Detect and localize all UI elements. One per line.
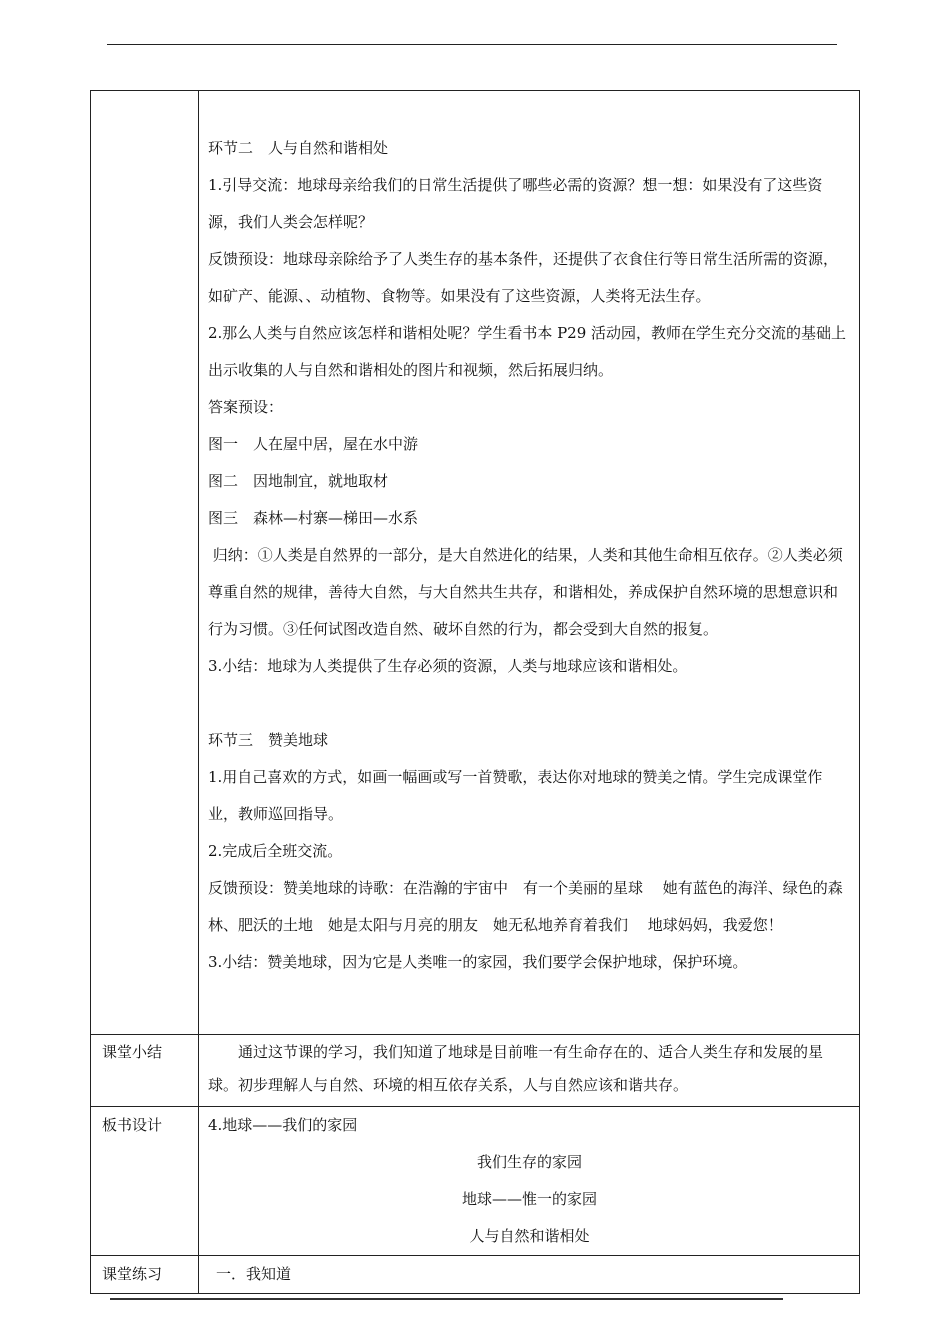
- board-design-label: 板书设计: [91, 1107, 199, 1256]
- section3-paragraph-2: 2.完成后全班交流。: [208, 842, 343, 860]
- answer-label: 答案预设：: [208, 398, 284, 416]
- class-summary-label: 课堂小结: [91, 1035, 199, 1107]
- board-design-row: [91, 1107, 860, 1256]
- class-practice-content: [199, 1256, 860, 1294]
- induction-paragraph: 归纳：①人类是自然界的一部分，是大自然进化的结果，人类和其他生命相互依存。②人类必须尊重自然的规律，善待大自然，与大自然共生共存，和谐相处，养成保护自然环境的思想意识和行为习惯。③任何试图改造自然、破坏自然的行为，都会受到大自然的报复。: [208, 546, 843, 638]
- section3-paragraph-3: 反馈预设：赞美地球的诗歌：在浩瀚的宇宙中 有一个美丽的星球 她有蓝色的海洋、绿色的森林、肥沃的土地 她是太阳与月亮的朋友 她无私地养育着我们 地球妈妈，我爱您！: [208, 879, 843, 934]
- board-design-line-3: 人与自然和谐相处: [469, 1227, 590, 1245]
- section3-paragraph-4: 3.小结：赞美地球，因为它是人类唯一的家园，我们要学会保护地球，保护环境。: [208, 953, 748, 971]
- figure-1-caption: 图一 人在屋中居，屋在水中游: [208, 435, 419, 453]
- section3-paragraph-1: 1.用自己喜欢的方式，如画一幅画或写一首赞歌，表达你对地球的赞美之情。学生完成课堂作业，教师巡回指导。: [208, 768, 823, 823]
- class-practice-label: 课堂练习: [91, 1256, 199, 1294]
- footer-rule: [110, 1298, 783, 1300]
- class-practice-row: [91, 1256, 860, 1294]
- class-summary-content: [199, 1035, 860, 1107]
- class-summary-text: 通过这节课的学习，我们知道了地球是目前唯一有生命存在的、适合人类生存和发展的星球。初步理解人与自然、环境的相互依存关系，人与自然应该和谐共存。: [208, 1043, 824, 1094]
- header-rule: [107, 44, 837, 45]
- section2-paragraph-2: 反馈预设：地球母亲除给予了人类生存的基本条件，还提供了衣食住行等日常生活所需的资源，如矿产、能源、、动植物、食物等。如果没有了这些资源，人类将无法生存。: [208, 250, 839, 305]
- lesson-plan-table: [90, 90, 860, 1294]
- section3-title: 环节三 赞美地球: [208, 731, 329, 749]
- board-design-line-2: 地球——惟一的家园: [461, 1190, 597, 1208]
- section2-paragraph-3: 2.那么人类与自然应该怎样和谐相处呢？学生看书本 P29 活动园，教师在学生充分交流的基础上出示收集的人与自然和谐相处的图片和视频，然后拓展归纳。: [208, 324, 847, 379]
- section2-title: 环节二 人与自然和谐相处: [208, 139, 389, 157]
- board-design-content: [199, 1107, 860, 1256]
- class-summary-row: [91, 1035, 860, 1107]
- section-gap: [208, 685, 851, 722]
- figure-2-caption: 图二 因地制宜，就地取材: [208, 472, 389, 490]
- empty-label-cell: [91, 91, 199, 1035]
- section2-paragraph-4: 3.小结：地球为人类提供了生存必须的资源，人类与地球应该和谐相处。: [208, 657, 688, 675]
- teaching-process-content: [199, 91, 860, 1035]
- board-design-heading: 4.地球——我们的家园: [208, 1116, 358, 1134]
- teaching-process-row: [91, 91, 860, 1035]
- figure-3-caption: 图三 森林—村寨—梯田—水系: [208, 509, 419, 527]
- board-design-line-1: 我们生存的家园: [476, 1153, 582, 1171]
- section2-paragraph-1: 1.引导交流：地球母亲给我们的日常生活提供了哪些必需的资源？想一想：如果没有了这些资源，我们人类会怎样呢？: [208, 176, 823, 231]
- class-practice-text: 一．我知道: [216, 1265, 292, 1283]
